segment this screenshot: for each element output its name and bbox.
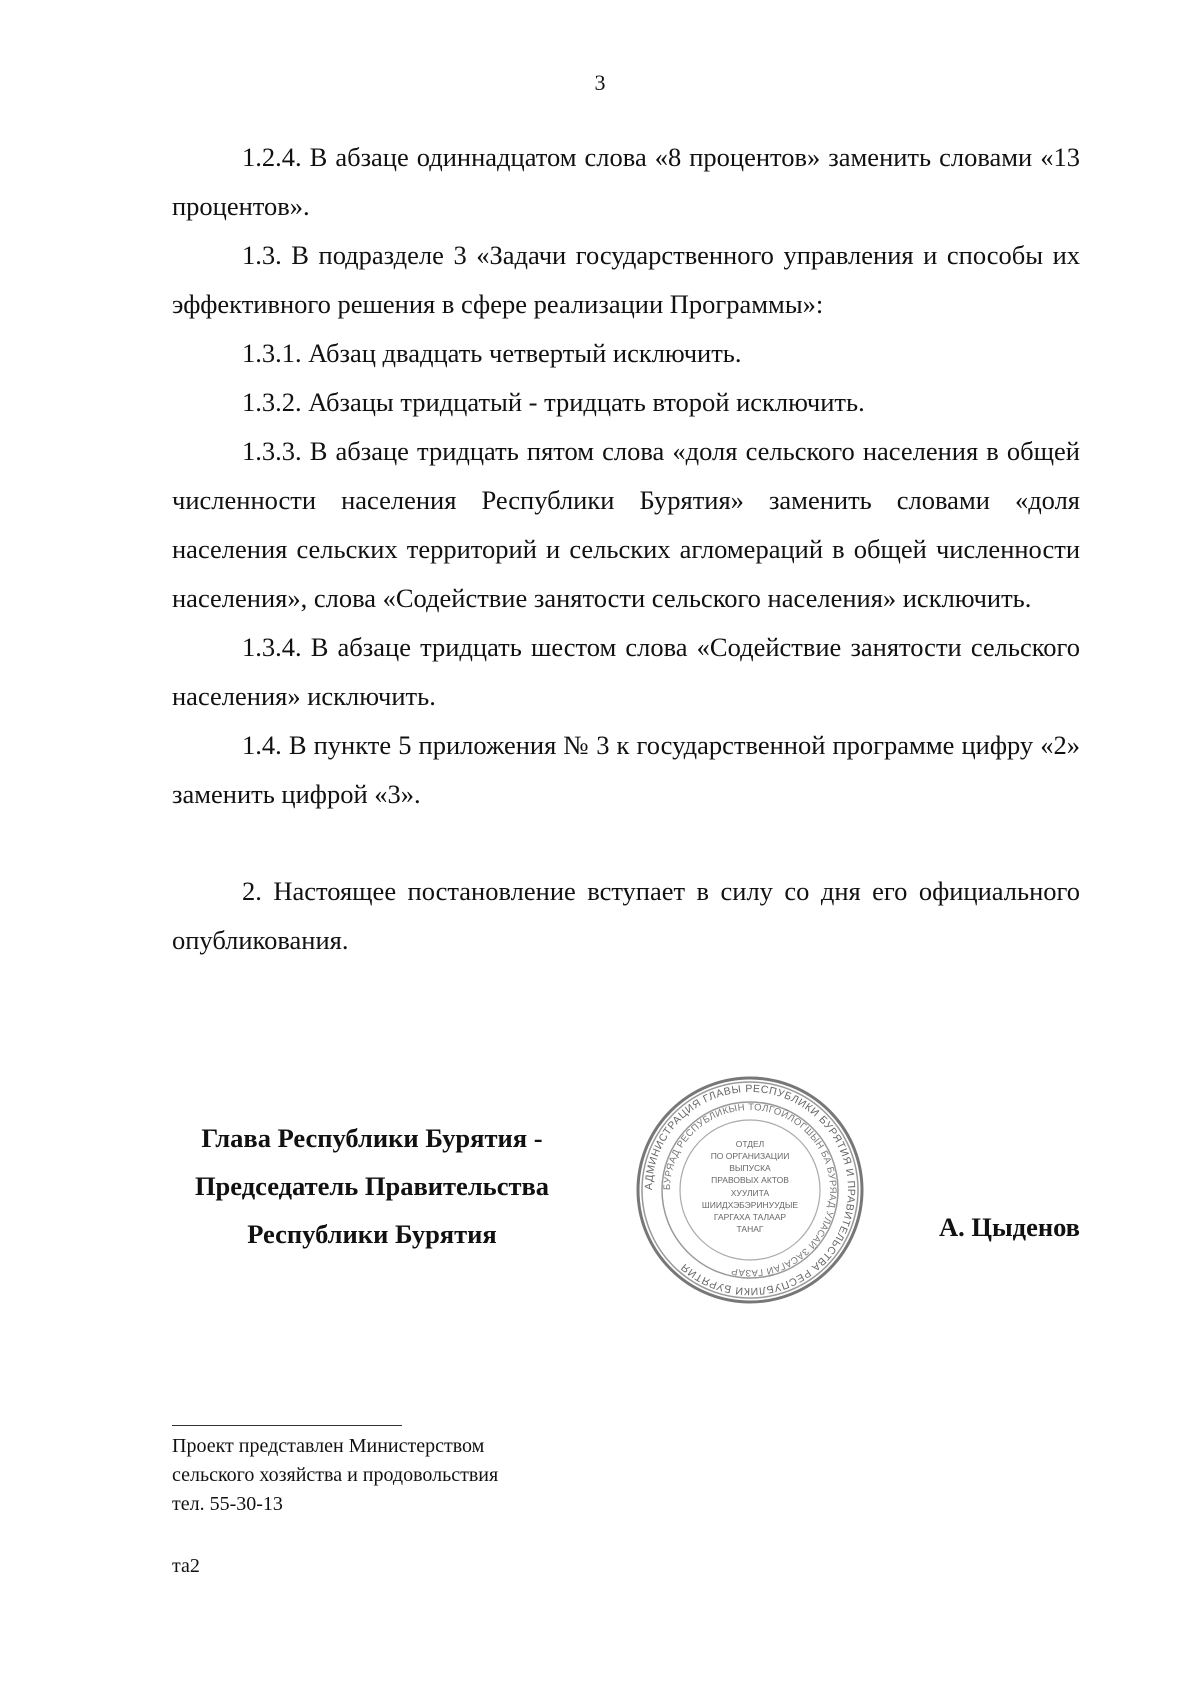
footnote-phone: тел. 55-30-13 xyxy=(172,1493,283,1515)
signature-block xyxy=(172,1082,1080,1298)
paragraph-1-4: 1.4. В пункте 5 приложения № 3 к государственной программе цифру «2» заменить цифрой «3». xyxy=(172,730,1080,809)
paragraph-1-3-1: 1.3.1. Абзац двадцать четвертый исключить. xyxy=(242,338,742,368)
paragraph-1-2-4: 1.2.4. В абзаце одиннадцатом слова «8 процентов» заменить словами «13 процентов». xyxy=(172,142,1080,221)
stamp-outer-text: АДМИНИСТРАЦИЯ ГЛАВЫ РЕСПУБЛИКИ БУРЯТИЯ И ПРАВИТЕЛЬСТВА РЕСПУБЛИКИ БУРЯТИЯ xyxy=(642,1082,858,1298)
signatory-title xyxy=(172,1114,572,1258)
stamp-center-line: ВЫПУСКА xyxy=(729,1163,771,1173)
stamp-center-line: ШИИДХЭБЭРИНУУДЫЕ xyxy=(701,1200,799,1210)
signatory-name: А. Цыденов xyxy=(938,1212,1080,1242)
document-code: та2 xyxy=(172,1555,200,1577)
footnote-line-1: Проект представлен Министерством xyxy=(172,1435,485,1457)
footnote-divider xyxy=(172,1425,402,1426)
document-body xyxy=(172,133,1080,965)
paragraph-1-3-2: 1.3.2. Абзацы тридцатый - тридцать второй исключить. xyxy=(242,387,865,417)
footnote-line-2: сельского хозяйства и продовольствия xyxy=(172,1464,499,1486)
stamp-center-line: ХУУЛИТА xyxy=(730,1188,770,1198)
stamp-center-line: ПРАВОВЫХ АКТОВ xyxy=(711,1175,789,1185)
signatory-title-line-1: Глава Республики Бурятия - xyxy=(201,1123,543,1153)
paragraph-1-3: 1.3. В подразделе 3 «Задачи государственного управления и способы их эффективного решения в сфере реализации Программы»: xyxy=(172,240,1080,319)
stamp-inner-text: БУРЯАД РЕСПУБЛИКЫН ТОЛГОЙЛОГШЫН БА БУРЯАД УЛАСАЙ ЗАСАГАЙ ГАЗАР xyxy=(661,1101,839,1279)
paragraph-1-3-3: 1.3.3. В абзаце тридцать пятом слова «доля сельского населения в общей численности населения Республики Бурятия» заменить словами «доля населения сельских территорий и сельских агломераций в общей численности населения», слова «Содействие занятости сельского населения» исключить. xyxy=(172,436,1080,613)
signatory-title-line-3: Республики Бурятия xyxy=(247,1219,497,1249)
paragraph-1-3-4: 1.3.4. В абзаце тридцать шестом слова «Содействие занятости сельского населения» исключить. xyxy=(172,632,1080,711)
stamp-center-line: ПО ОРГАНИЗАЦИИ xyxy=(710,1151,790,1161)
stamp-center-line: ТАНАГ xyxy=(736,1224,764,1234)
stamp-center-line: ГАРГАХА ТАЛААР xyxy=(713,1212,787,1222)
footnote xyxy=(172,1432,498,1519)
stamp-center-line: ОТДЕЛ xyxy=(735,1139,765,1149)
signatory-title-line-2: Председатель Правительства xyxy=(194,1171,550,1201)
paragraph-2: 2. Настоящее постановление вступает в силу со дня его официального опубликования. xyxy=(172,876,1080,955)
page-number: 3 xyxy=(594,70,606,95)
official-seal-stamp xyxy=(634,1074,866,1306)
